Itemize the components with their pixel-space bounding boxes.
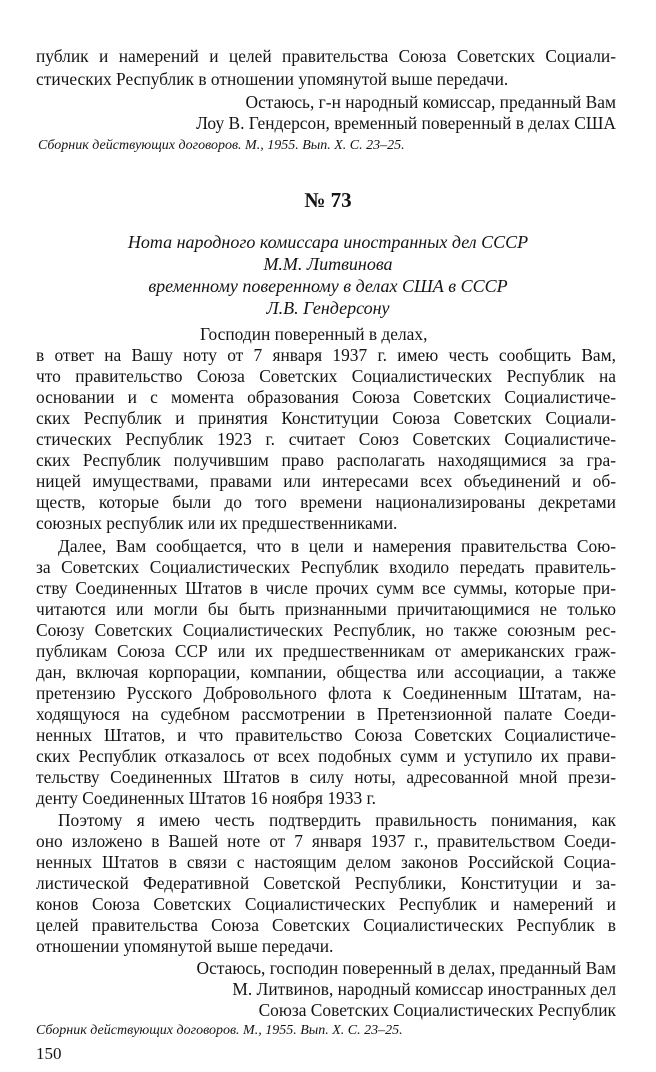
page-number: 150	[36, 1044, 62, 1063]
body-text-line: листической Федеративной Советской Республики, Конституции и за-	[36, 873, 616, 893]
document-title-line: Нота народного комиссара иностранных дел СССР	[127, 232, 529, 252]
body-text-line: ненных Штатов, и что правительство Союза Советских Социалистиче-	[36, 725, 616, 745]
closing: Остаюсь, господин поверенный в делах, преданный Вам	[196, 958, 616, 978]
body-text-line: ству Соединенных Штатов в числе прочих сумм все суммы, которые при-	[36, 578, 616, 598]
body-text-line: Поэтому я имею честь подтвердить правильность понимания, как	[58, 810, 616, 830]
body-text-line: публикам Союза ССР или их предшественникам от американских граж-	[36, 641, 616, 661]
body-text-line: читаются или могли бы быть признанными причитающимися не только	[36, 599, 616, 619]
body-text-line: за Советских Социалистических Республик входило передать правитель-	[36, 557, 616, 577]
prev-source-citation: Сборник действующих договоров. М., 1955. Вып. X. С. 23–25.	[38, 138, 405, 153]
body-text-line: основании и с момента образования Союза Советских Социалистиче-	[36, 387, 616, 407]
body-text-line: Союзу Советских Социалистических Республик, но также союзным рес-	[36, 620, 616, 640]
prev-text-line: стических Республик в отношении упомянутой выше передачи.	[36, 69, 509, 89]
body-text-line: ских Республик отказалось от всех подобных сумм и уступило их прави-	[36, 746, 616, 766]
document-title-line: М.М. Литвинова	[263, 254, 393, 274]
body-text-line: денту Соединенных Штатов 16 ноября 1933 г.	[36, 788, 376, 808]
signature-line: Союза Советских Социалистических Республик	[258, 1000, 616, 1020]
document-number: № 73	[304, 188, 352, 212]
body-text-line: ских Республик и принятия Конституции Союза Советских Социали-	[36, 408, 616, 428]
source-citation: Сборник действующих договоров. М., 1955. Вып. X. С. 23–25.	[36, 1023, 403, 1038]
body-text-line: ществ, которые были до того времени национализированы декретами	[36, 492, 616, 512]
body-text-line: ских Республик получившим право располагать находящимися за гра-	[36, 450, 616, 470]
body-text-line: что правительство Союза Советских Социалистических Республик на	[36, 366, 616, 386]
body-text-line: ницей имуществами, правами или интересами всех объединений и об-	[36, 471, 616, 491]
body-text-line: отношении упомянутой выше передачи.	[36, 936, 334, 956]
body-text-line: в ответ на Вашу ноту от 7 января 1937 г. имею честь сообщить Вам,	[36, 345, 616, 365]
signature-line: М. Литвинов, народный комиссар иностранных дел	[232, 979, 616, 999]
body-text-line: оно изложено в Вашей ноте от 7 января 1937 г., правительством Соеди-	[36, 831, 616, 851]
body-text-line: ненных Штатов в связи с настоящим делом законов Российской Социа-	[36, 852, 616, 872]
body-text-line: тельству Соединенных Штатов в силу ноты, адресованной мной прези-	[36, 767, 616, 787]
body-text-line: целей правительства Союза Советских Социалистических Республик в	[36, 915, 616, 935]
body-text-line: ходящуюся на судебном рассмотрении в Претензионной палате Соеди-	[36, 704, 616, 724]
body-text-line: стических Республик 1923 г. считает Союз Советских Социалистиче-	[36, 429, 616, 449]
prev-text-line: публик и намерений и целей правительства Союза Советских Социали-	[36, 46, 616, 66]
body-text-line: претензию Русского Добровольного флота к Соединенным Штатам, на-	[36, 683, 616, 703]
prev-closing: Остаюсь, г-н народный комиссар, преданный Вам	[245, 92, 616, 112]
body-text-line: союзных республик или их предшественниками.	[36, 513, 398, 533]
document-title-line: временному поверенному в делах США в СССР	[148, 276, 508, 296]
body-text-line: дан, включая корпорации, компании, общества или ассоциации, а также	[36, 662, 616, 682]
salutation: Господин поверенный в делах,	[200, 324, 428, 344]
prev-signature: Лоу В. Гендерсон, временный поверенный в делах США	[196, 113, 616, 133]
body-text-line: конов Союза Советских Социалистических Республик и намерений и	[36, 894, 616, 914]
body-text-line: Далее, Вам сообщается, что в цели и намерения правительства Сою-	[58, 536, 616, 556]
document-title-line: Л.В. Гендерсону	[266, 298, 390, 318]
